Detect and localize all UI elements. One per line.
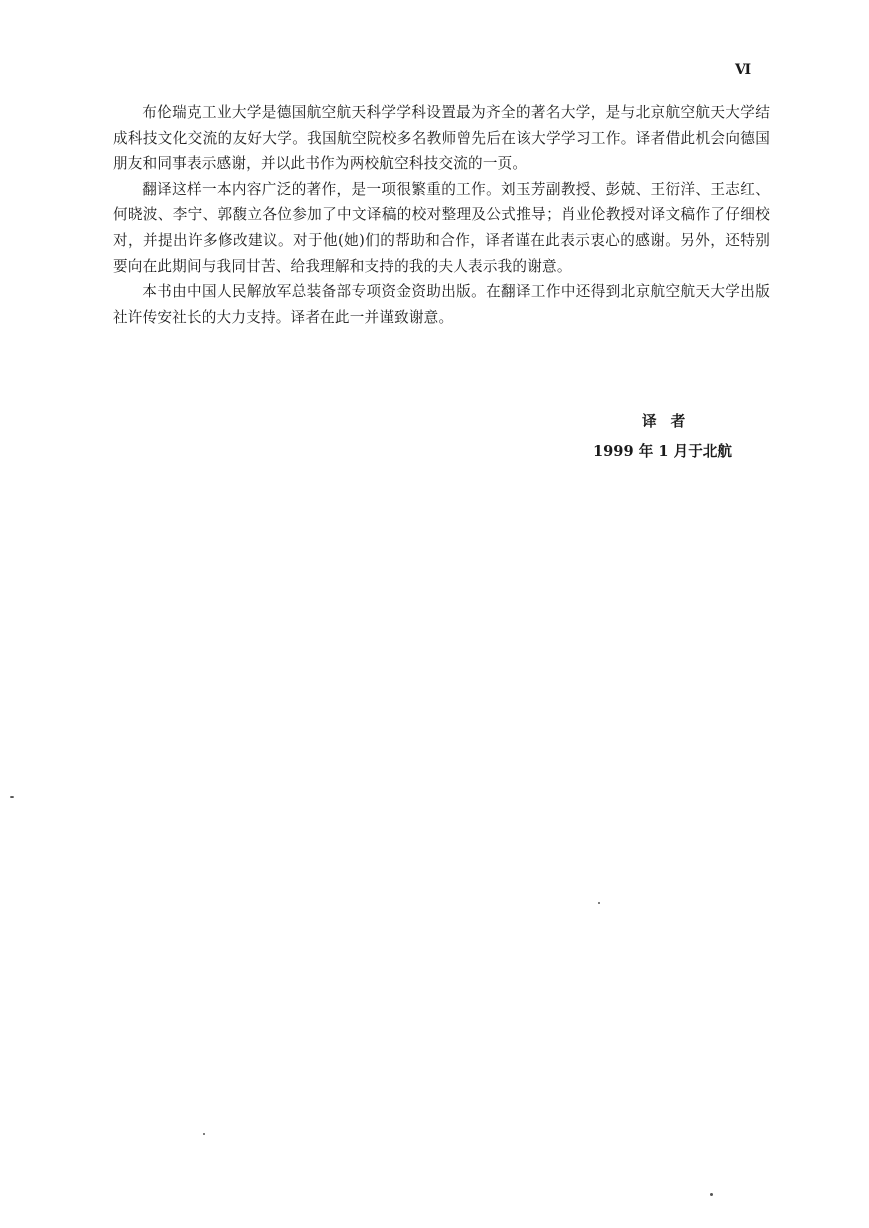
scan-speck	[203, 1133, 205, 1135]
scan-speck	[710, 1193, 713, 1196]
signature-translator: 译者	[642, 413, 700, 430]
scan-speck	[598, 902, 600, 904]
page-number: Ⅵ	[735, 62, 752, 78]
paragraph-acknowledge-colleagues: 翻译这样一本内容广泛的著作，是一项很繁重的工作。刘玉芳副教授、彭兢、王衍洋、王志红、何晓波、李宁、郭馥立各位参加了中文译稿的校对整理及公式推导；肖业伦教授对译文稿作了仔细校对，并提出许多修改建议。对于他(她)们的帮助和合作，译者谨在此表示衷心的感谢。另外，还特别要向在此期间与我同甘苦、给我理解和支持的我的夫人表示我的谢意。	[113, 180, 770, 275]
paragraph-acknowledge-funding: 本书由中国人民解放军总装备部专项资金资助出版。在翻译工作中还得到北京航空航天大学出版社许传安社长的大力支持。译者在此一并谨致谢意。	[113, 283, 770, 326]
paragraph-acknowledge-university: 布伦瑞克工业大学是德国航空航天科学学科设置最为齐全的著名大学，是与北京航空航天大学结成科技文化交流的友好大学。我国航空院校多名教师曾先后在该大学学习工作。译者借此机会向德国朋友和同事表示感谢，并以此书作为两校航空科技交流的一页。	[113, 104, 770, 173]
signature-date-place: 1999 年 1 月于北航	[593, 443, 732, 460]
scan-speck	[10, 796, 14, 798]
signature-block	[540, 410, 770, 461]
preface-body	[113, 100, 770, 330]
